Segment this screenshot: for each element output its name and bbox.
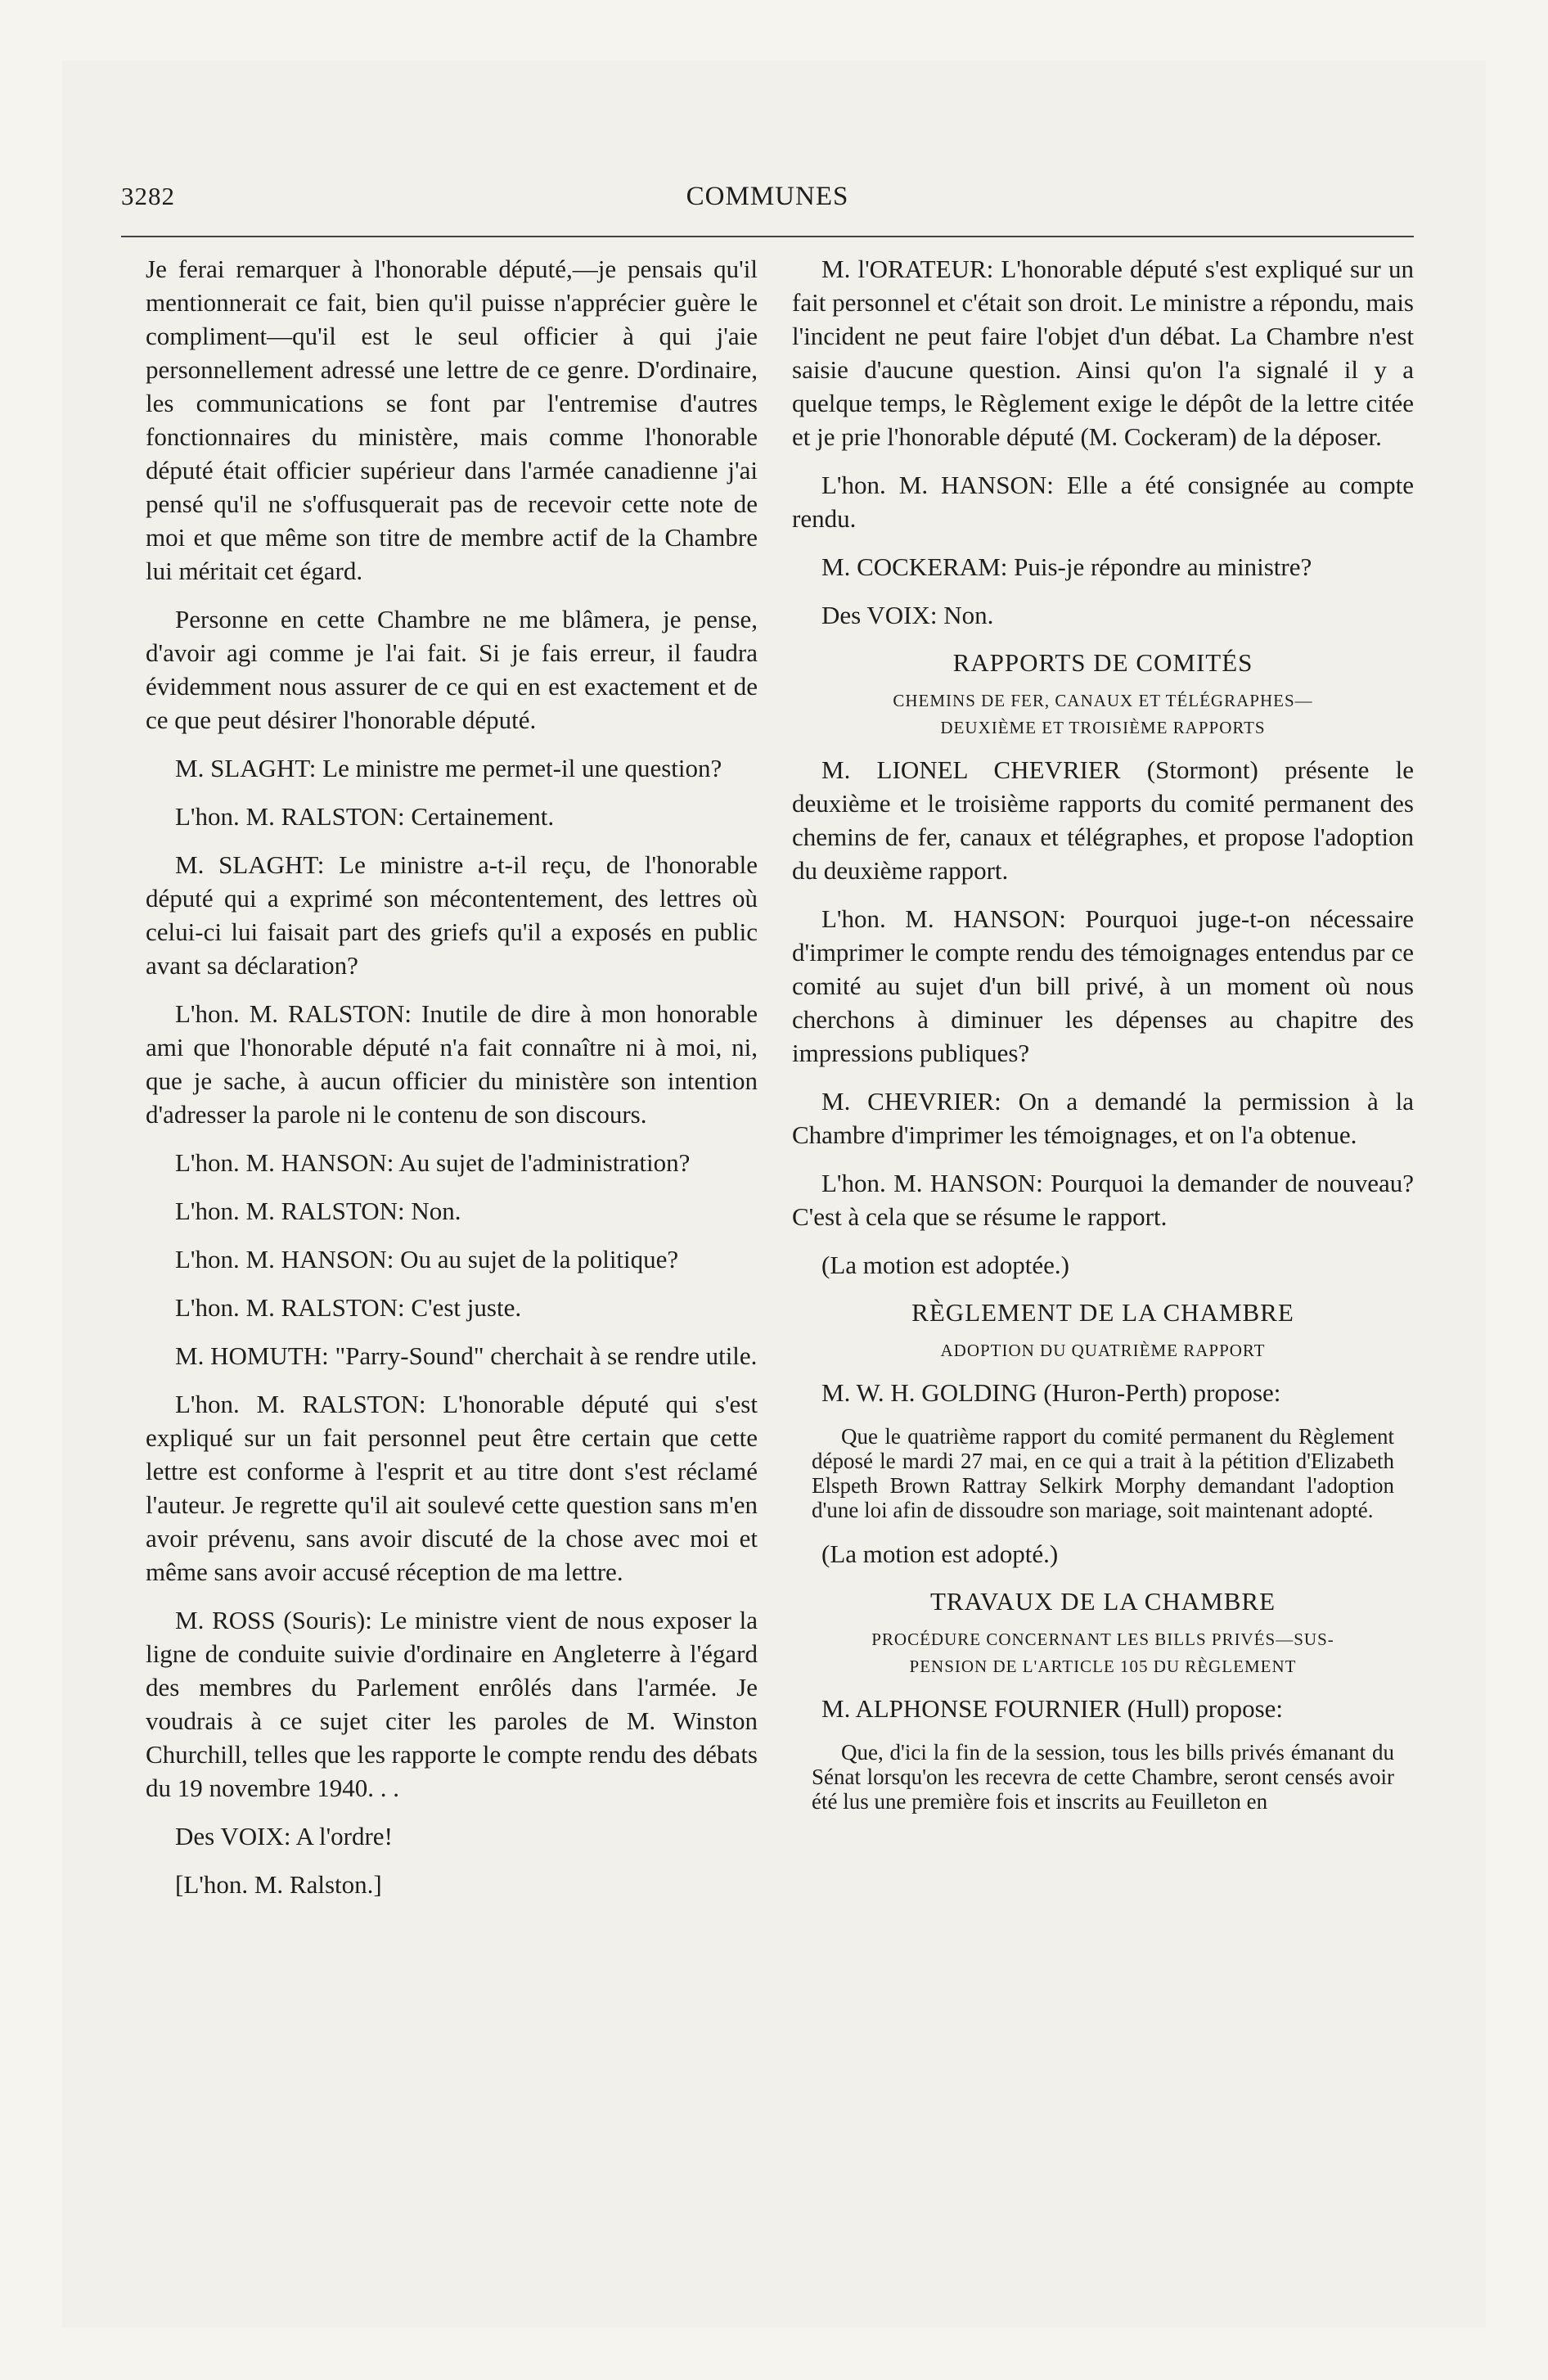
paragraph: L'hon. M. HANSON: Elle a été consignée au compte rendu. — [792, 471, 1414, 533]
paragraph: M. LIONEL CHEVRIER (Stormont) présente le deuxième et le troisième rapports du comité permanent des chemins de fer, canaux et télégraphes, et propose l'adoption du deuxième rapport. — [792, 755, 1414, 885]
paragraph: M. HOMUTH: "Parry-Sound" cherchait à se rendre utile. — [175, 1341, 758, 1370]
subheading-line: DEUXIÈME ET TROISIÈME RAPPORTS — [940, 718, 1266, 737]
paragraph: (La motion est adoptée.) — [821, 1251, 1070, 1279]
paragraph: L'hon. M. HANSON: Pourquoi juge-t-on nécessaire d'imprimer le compte rendu des témoignages entendus par ce comité au sujet d'un bill privé, à un moment où nous cherchons à diminuer les dépenses au chapitre des impressions publiques? — [792, 904, 1414, 1067]
running-head — [121, 182, 1414, 231]
speaker-footer: [L'hon. M. Ralston.] — [175, 1870, 382, 1899]
paragraph: M. l'ORATEUR: L'honorable député s'est expliqué sur un fait personnel et c'était son droit. Le ministre a répondu, mais l'incident ne peut faire l'objet d'un débat. La Chambre n'est saisie d'aucune question. Ainsi qu'on l'a signalé il y a quelque temps, le Règlement exige le dépôt de la lettre citée et je prie l'honorable député (M. Cockeram) de la déposer. — [792, 255, 1414, 451]
running-title: COMMUNES — [686, 182, 849, 211]
subheading-line: PENSION DE L'ARTICLE 105 DU RÈGLEMENT — [909, 1657, 1297, 1676]
paragraph: L'hon. M. RALSTON: Certainement. — [175, 802, 555, 831]
paragraph: M. W. H. GOLDING (Huron-Perth) propose: — [821, 1378, 1281, 1407]
paragraph: L'hon. M. HANSON: Au sujet de l'administration? — [175, 1148, 691, 1177]
paragraph: M. ROSS (Souris): Le ministre vient de nous exposer la ligne de conduite suivie d'ordinaire en Angleterre à l'égard des membres du Parlement enrôlés dans l'armée. Je voudrais à ce sujet citer les paroles de M. Winston Churchill, telles que les rapporte le compte rendu des débats du 19 novembre 1940. . . — [146, 1606, 758, 1802]
section-subheading — [792, 1626, 1414, 1680]
quoted-motion: Que, d'ici la fin de la session, tous les bills privés émanant du Sénat lorsqu'on les recevra de cette Chambre, seront censés avoir été lus une première fois et inscrits au Feuilleton en — [812, 1740, 1394, 1814]
section-heading: TRAVAUX DE LA CHAMBRE — [929, 1587, 1276, 1616]
paragraph: M. ALPHONSE FOURNIER (Hull) propose: — [821, 1694, 1284, 1723]
paragraph: L'hon. M. RALSTON: Non. — [175, 1197, 461, 1225]
section-subheading — [792, 687, 1414, 741]
paragraph: M. SLAGHT: Le ministre me permet-il une question? — [175, 754, 722, 782]
header-rule — [121, 236, 1414, 237]
section-subheading: ADOPTION DU QUATRIÈME RAPPORT — [940, 1341, 1266, 1360]
left-column — [146, 252, 758, 1916]
paragraph: M. COCKERAM: Puis-je répondre au ministre? — [821, 552, 1312, 581]
paragraph: Je ferai remarquer à l'honorable député,—je pensais qu'il mentionnerait ce fait, bien qu'il puisse n'apprécier guère le compliment—qu'il est le seul officier à qui j'aie personnellement adressé une lettre de ce genre. D'ordinaire, les communications se font par l'entremise d'autres fonctionnaires du ministère, mais comme l'honorable député était officier supérieur dans l'armée canadienne j'ai pensé qu'il ne s'offusquerait pas de recevoir cette note de moi et que même son titre de membre actif de la Chambre lui méritait cet égard. — [146, 255, 758, 585]
paragraph: Des VOIX: A l'ordre! — [175, 1822, 393, 1850]
paragraph: L'hon. M. HANSON: Ou au sujet de la politique? — [175, 1245, 679, 1273]
subheading-line: CHEMINS DE FER, CANAUX ET TÉLÉGRAPHES— — [893, 691, 1313, 710]
section-heading: RÈGLEMENT DE LA CHAMBRE — [911, 1298, 1294, 1327]
paragraph: L'hon. M. HANSON: Pourquoi la demander de nouveau? C'est à cela que se résume le rapport. — [792, 1169, 1414, 1231]
paragraph: L'hon. M. RALSTON: Inutile de dire à mon honorable ami que l'honorable député n'a fait connaître ni à moi, ni, que je sache, à aucun officier du ministère son intention d'adresser la parole ni le contenu de son discours. — [146, 999, 758, 1129]
quoted-motion: Que le quatrième rapport du comité permanent du Règlement déposé le mardi 27 mai, en ce qui a trait à la pétition d'Elizabeth Elspeth Brown Rattray Selkirk Morphy demandant l'adoption d'une loi afin de dissoudre son mariage, soit maintenant adopté. — [812, 1424, 1394, 1522]
paragraph: Des VOIX: Non. — [821, 601, 994, 629]
paragraph: Personne en cette Chambre ne me blâmera, je pense, d'avoir agi comme je l'ai fait. Si je fais erreur, il faudra évidemment nous assurer de ce qui en est exactement et de ce que peut désirer l'honorable député. — [146, 605, 758, 734]
paragraph: (La motion est adopté.) — [821, 1539, 1059, 1568]
right-column — [792, 252, 1414, 1828]
paragraph: M. SLAGHT: Le ministre a-t-il reçu, de l'honorable député qui a exprimé son mécontentement, des lettres où celui-ci lui faisait part des griefs qu'il a exposés en public avant sa déclaration? — [146, 850, 758, 980]
page-number: 3282 — [121, 182, 175, 210]
paragraph: L'hon. M. RALSTON: C'est juste. — [175, 1293, 522, 1322]
section-heading: RAPPORTS DE COMITÉS — [952, 648, 1253, 677]
paragraph: M. CHEVRIER: On a demandé la permission à la Chambre d'imprimer les témoignages, et on l'a obtenue. — [792, 1087, 1414, 1149]
paragraph: L'hon. M. RALSTON: L'honorable député qui s'est expliqué sur un fait personnel peut être certain que cette lettre est conforme à l'esprit et au titre dont s'est réclamé l'auteur. Je regrette qu'il ait soulevé cette question sans m'en avoir prévenu, sans avoir discuté de la chose avec moi et même sans avoir accusé réception de ma lettre. — [146, 1390, 758, 1586]
subheading-line: PROCÉDURE CONCERNANT LES BILLS PRIVÉS—SUS- — [871, 1629, 1334, 1649]
